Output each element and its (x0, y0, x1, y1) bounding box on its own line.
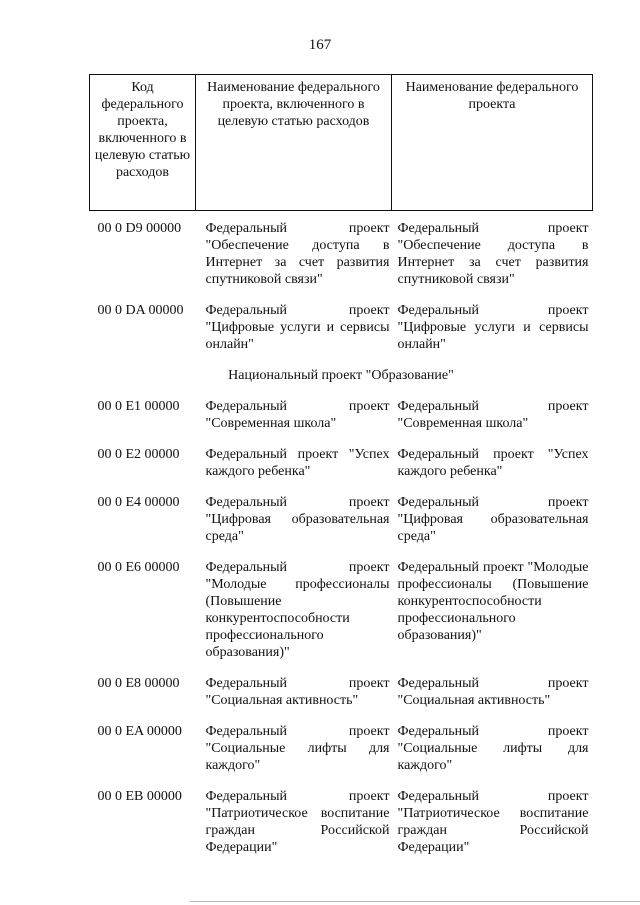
project-code: 00 0 D9 00000 (97, 221, 182, 236)
project-name-in-article: Федеральный проект "Обеспечение доступа в Интернет за счет развития спутниковой связи" (205, 221, 390, 287)
project-name-in-article: Федеральный проект "Социальная активность" (205, 676, 390, 708)
project-name: Федеральный проект "Обеспечение доступа в Интернет за счет развития спутниковой связи" (397, 221, 589, 287)
table-row (90, 220, 593, 288)
project-name-in-article: Федеральный проект "Патриотическое воспитание граждан Российской Федерации" (205, 789, 390, 855)
project-name-in-article: Федеральный проект "Молодые профессионалы (Повышение конкурентоспособности профессионального образования)" (205, 560, 390, 660)
project-code: 00 0 EB 00000 (97, 789, 182, 804)
table-row (90, 494, 593, 545)
project-code: 00 0 E8 00000 (97, 676, 180, 691)
project-name-in-article: Федеральный проект "Социальные лифты для каждого" (205, 724, 390, 773)
project-name: Федеральный проект "Современная школа" (397, 399, 589, 431)
table-header-row (90, 75, 593, 211)
project-name: Федеральный проект "Социальные лифты для каждого" (397, 724, 589, 773)
table-row (90, 302, 593, 353)
header-project-name-in-article: Наименование федерального проекта, включенного в целевую статью расходов (196, 75, 392, 211)
header-project-code: Код федерального проекта, включенного в целевую статью расходов (90, 75, 196, 211)
table-row (90, 446, 593, 480)
project-name-in-article: Федеральный проект "Современная школа" (205, 399, 390, 431)
project-code: 00 0 E1 00000 (97, 399, 180, 414)
project-code: 00 0 E6 00000 (97, 560, 180, 575)
table-row (90, 788, 593, 856)
table-row (90, 675, 593, 709)
header-project-name: Наименование федерального проекта (392, 75, 593, 211)
project-name: Федеральный проект "Молодые профессионалы (Повышение конкурентоспособности профессионального образования)" (397, 560, 589, 643)
project-name: Федеральный проект "Цифровые услуги и сервисы онлайн" (397, 303, 589, 352)
project-name-in-article: Федеральный проект "Цифровые услуги и сервисы онлайн" (205, 303, 390, 352)
page-number: 167 (308, 37, 332, 53)
project-code: 00 0 E2 00000 (97, 447, 180, 462)
project-name-in-article: Федеральный проект "Цифровая образовательная среда" (205, 495, 390, 544)
table-row (90, 559, 593, 661)
section-row (90, 367, 593, 384)
project-code: 00 0 E4 00000 (97, 495, 180, 510)
project-name-in-article: Федеральный проект "Успех каждого ребенка" (205, 447, 390, 479)
project-code: 00 0 DA 00000 (97, 303, 184, 318)
section-title: Национальный проект "Образование" (228, 368, 454, 383)
table-row (90, 398, 593, 432)
budget-code-table (89, 74, 593, 856)
page-bottom-edge (190, 901, 640, 902)
project-name: Федеральный проект "Патриотическое воспитание граждан Российской Федерации" (397, 789, 589, 855)
table-row (90, 723, 593, 774)
project-code: 00 0 EA 00000 (97, 724, 182, 739)
project-name: Федеральный проект "Успех каждого ребенка" (397, 447, 589, 479)
project-name: Федеральный проект "Социальная активность" (397, 676, 589, 708)
project-name: Федеральный проект "Цифровая образовательная среда" (397, 495, 589, 544)
